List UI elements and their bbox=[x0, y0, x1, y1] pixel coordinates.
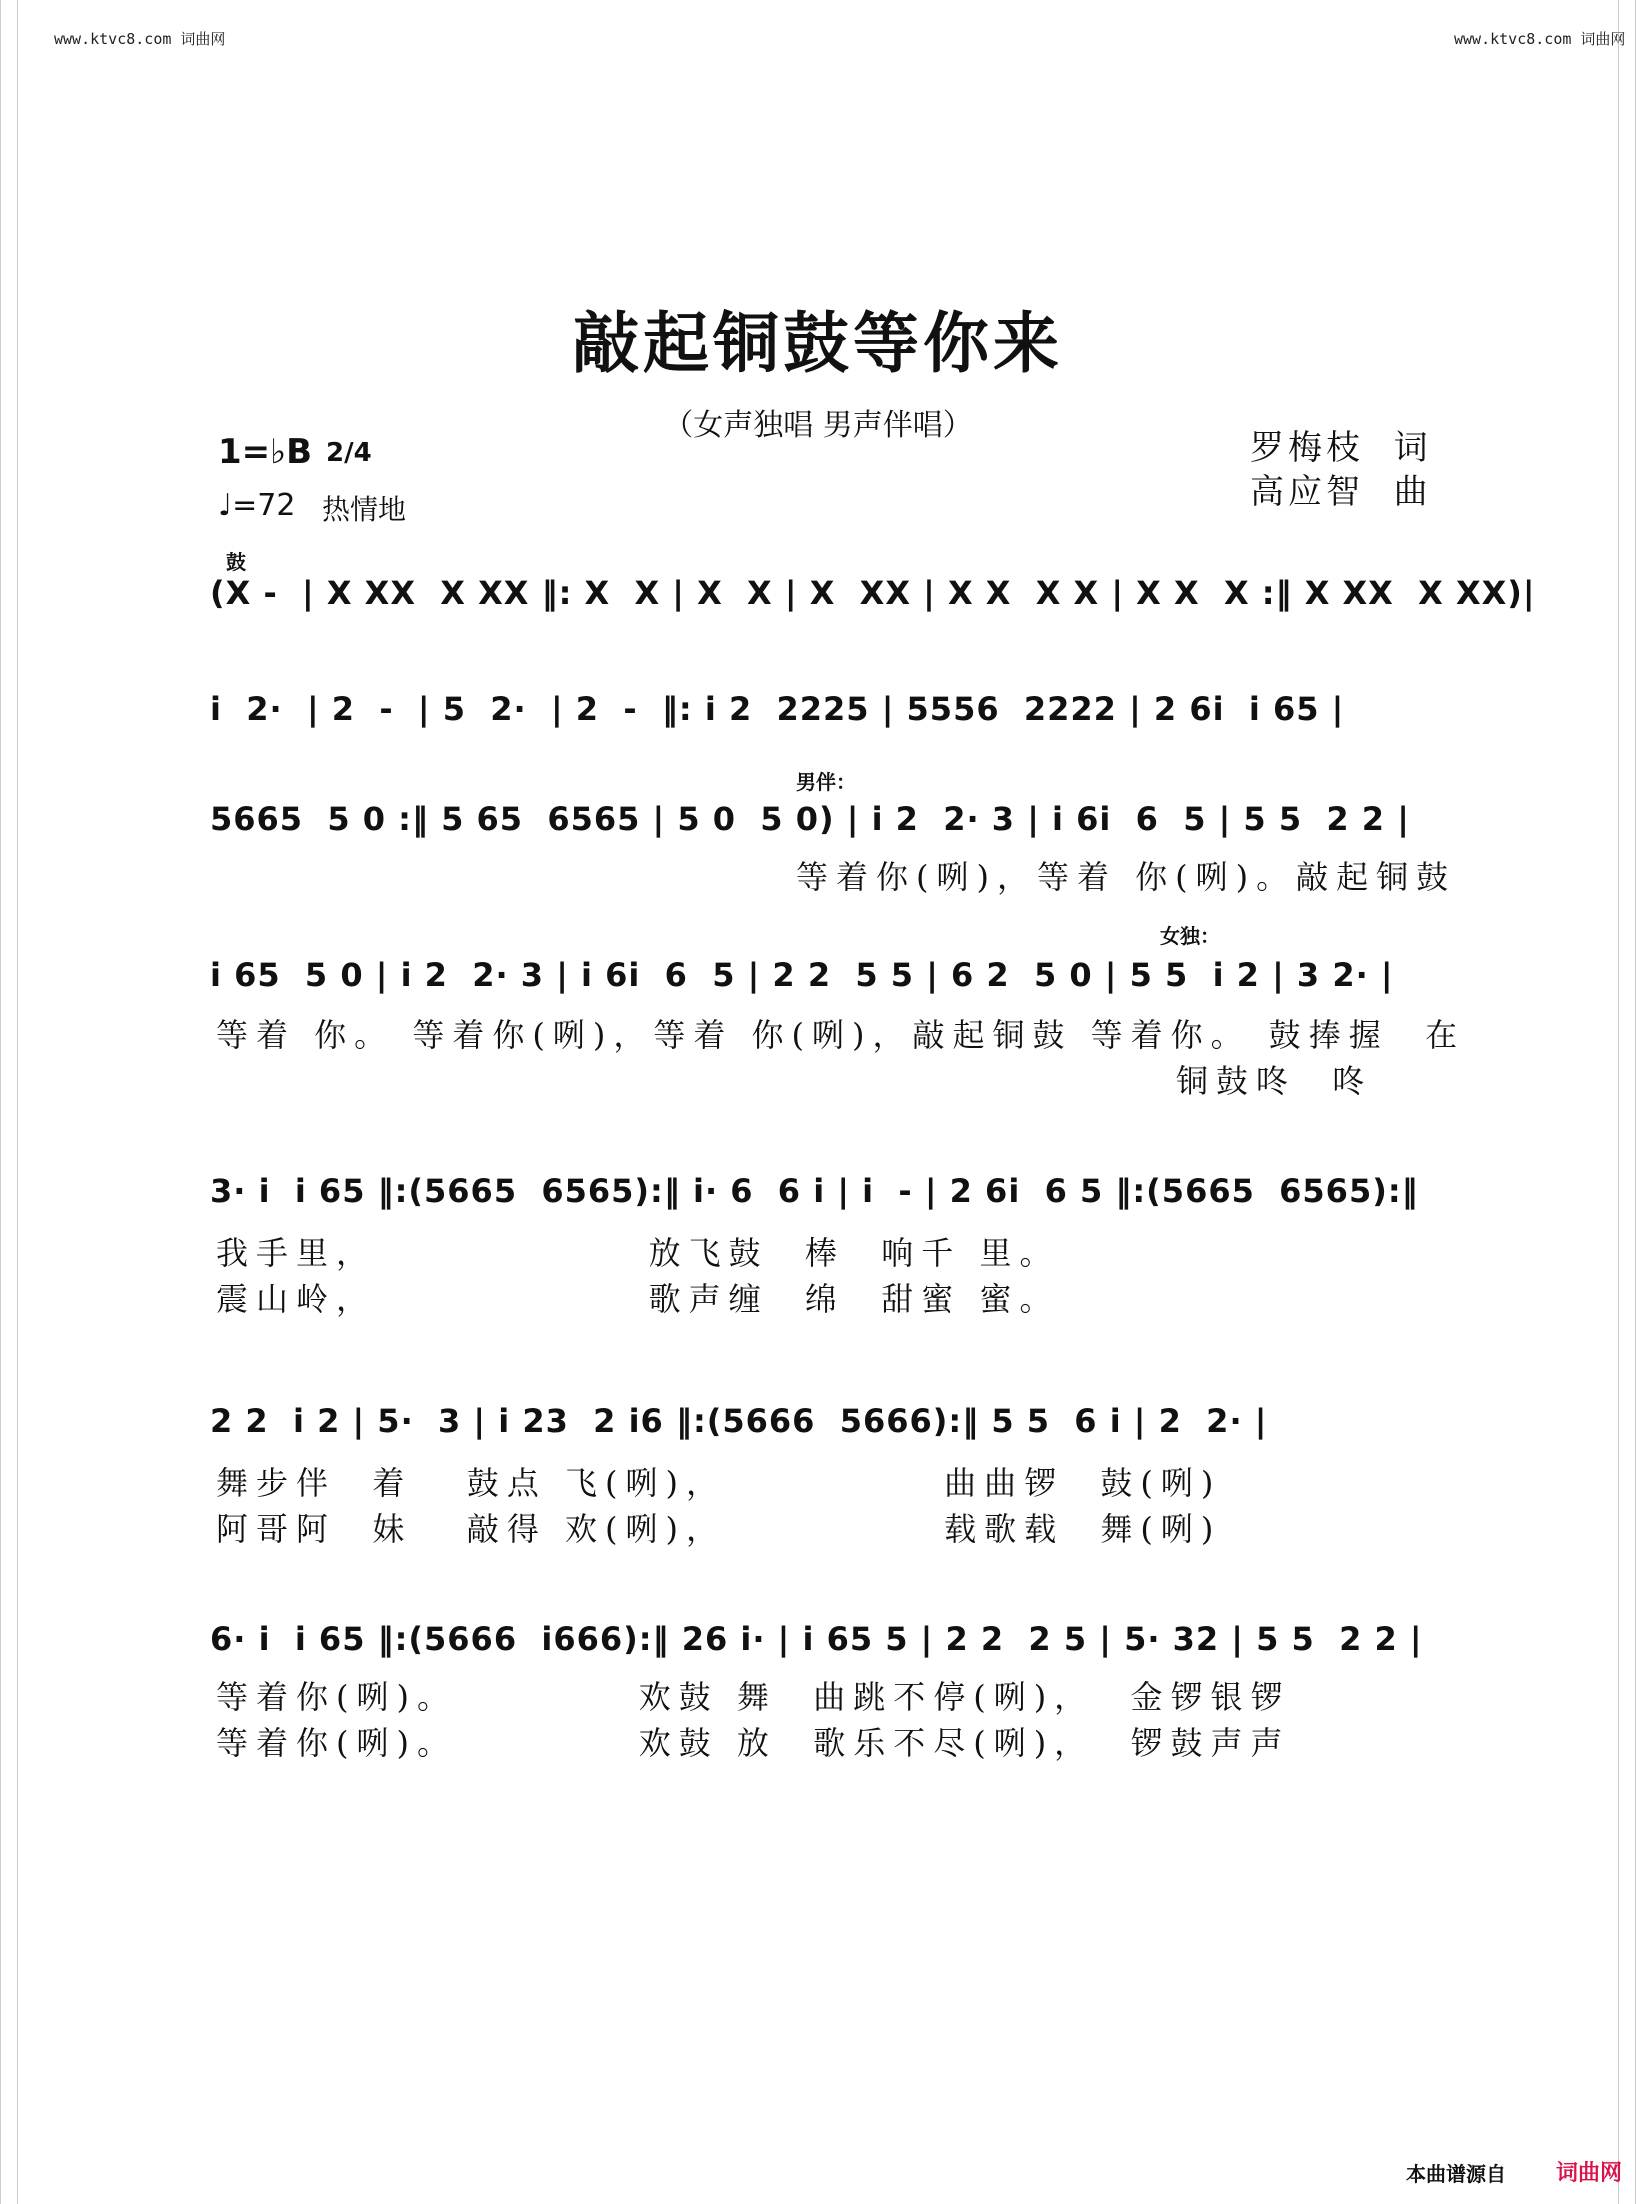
score-row-3: 5665 5 0 :‖ 5 65 6565 | 5 0 5 0) | i 2 2· 3 | i 6i 6 5 | 5 5 2 2 | bbox=[210, 800, 1410, 838]
lyric-row-6b: 阿哥阿 妹 敲得 欢(咧)， 载歌载 舞(咧) bbox=[216, 1510, 1222, 1548]
footer-source: 本曲谱源自 bbox=[1406, 2162, 1506, 2186]
lyric-row-3a: 等着你(咧)，等着 你(咧)。敲起铜鼓 bbox=[796, 858, 1457, 896]
lyric-row-6a: 舞步伴 着 鼓点 飞(咧)， 曲曲锣 鼓(咧) bbox=[216, 1464, 1222, 1502]
lyric-row-7b: 等着你(咧)。 欢鼓 放 歌乐不尽(咧)， 锣鼓声声 bbox=[216, 1724, 1291, 1762]
lyric-row-4a: 等着 你。 等着你(咧)，等着 你(咧)，敲起铜鼓 等着你。 鼓捧握 在 bbox=[216, 1016, 1466, 1054]
score-row-4: i 65 5 0 | i 2 2· 3 | i 6i 6 5 | 2 2 5 5 | 6 2 5 0 | 5 5 i 2 | 3 2· | bbox=[210, 956, 1394, 994]
tempo-marking: ♩=72 bbox=[218, 488, 296, 523]
male-part-label: 男伴： bbox=[796, 770, 856, 794]
time-signature: 2/4 bbox=[326, 438, 372, 468]
lyricist: 罗梅枝 词 bbox=[1250, 428, 1432, 468]
key-signature: 1=♭B bbox=[218, 432, 313, 472]
footer-brand-link[interactable]: 词曲网 bbox=[1556, 2161, 1623, 2186]
lyric-row-5b: 震山岭， 歌声缠 绵 甜蜜 蜜。 bbox=[216, 1280, 1060, 1318]
lyric-row-4b: 铜鼓咚 咚 bbox=[1176, 1062, 1373, 1100]
lyric-row-5a: 我手里， 放飞鼓 棒 响千 里。 bbox=[216, 1234, 1060, 1272]
header-left: www.ktvc8.com 词曲网 bbox=[54, 30, 226, 48]
expression-marking: 热情地 bbox=[322, 493, 407, 526]
score-row-2: i 2· | 2 - | 5 2· | 2 - ‖: i 2 2225 | 5556 2222 | 2 6i i 65 | bbox=[210, 690, 1345, 728]
header-right: www.ktvc8.com 词曲网 bbox=[1454, 30, 1626, 48]
composer: 高应智 曲 bbox=[1250, 472, 1432, 512]
score-row-6: 2 2 i 2 | 5· 3 | i 23 2 i6 ‖:(5666 5666):‖ 5 5 6 i | 2 2· | bbox=[210, 1402, 1268, 1440]
female-part-label: 女独： bbox=[1160, 924, 1220, 948]
score-row-1: (X - | X XX X XX ‖: X X | X X | X XX | X X X X | X X X :‖ X XX X XX)| bbox=[210, 574, 1536, 612]
score-row-7: 6· i i 65 ‖:(5666 i666):‖ 26 i· | i 65 5 | 2 2 2 5 | 5· 32 | 5 5 2 2 | bbox=[210, 1620, 1423, 1658]
score-row-5: 3· i i 65 ‖:(5665 6565):‖ i· 6 6 i | i - | 2 6i 6 5 ‖:(5665 6565):‖ bbox=[210, 1172, 1419, 1210]
subtitle: （女声独唱 男声伴唱） bbox=[663, 408, 973, 443]
lyric-row-7a: 等着你(咧)。 欢鼓 舞 曲跳不停(咧)， 金锣银锣 bbox=[216, 1678, 1291, 1716]
page-title: 敲起铜鼓等你来 bbox=[573, 304, 1063, 382]
drum-label: 鼓 bbox=[226, 550, 246, 574]
